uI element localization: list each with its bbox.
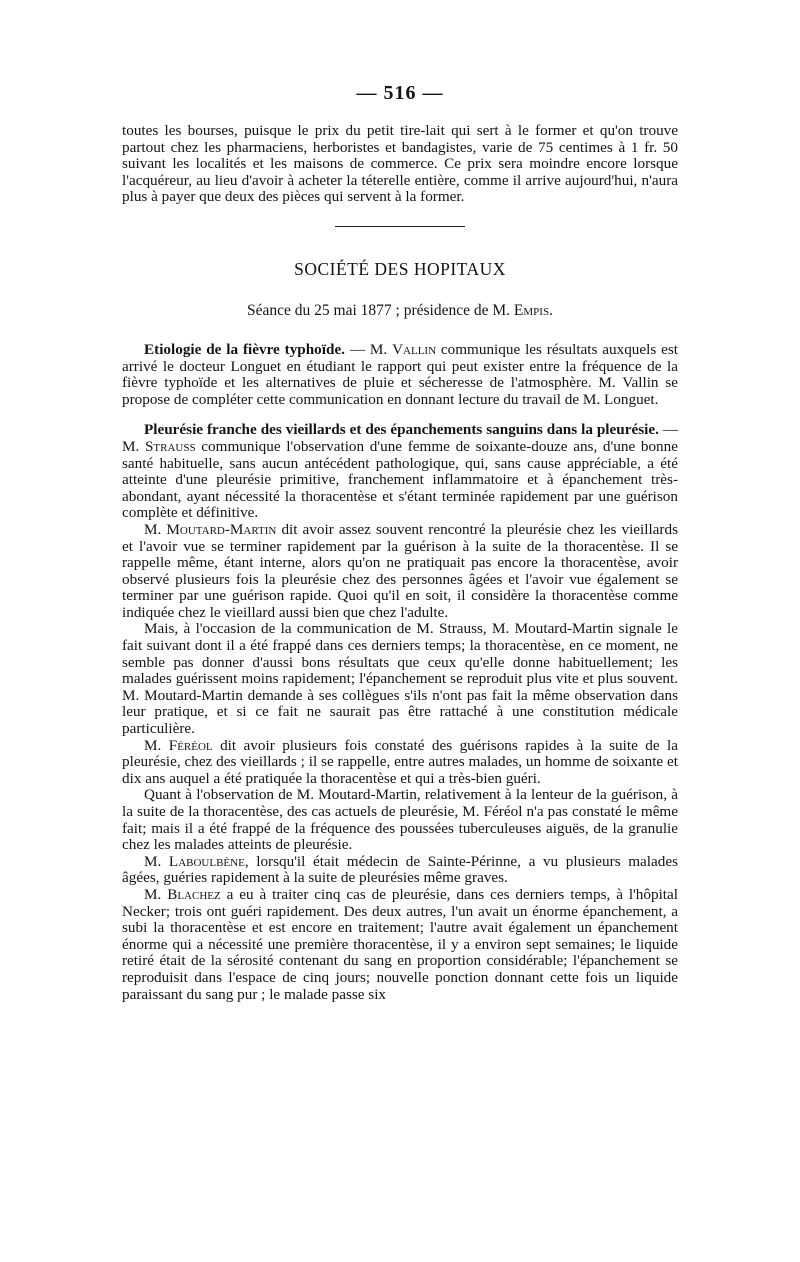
paragraph-laboulbene-speaker: Laboulbène xyxy=(168,852,245,870)
paragraph-fereol-speaker: Féréol xyxy=(168,736,213,754)
paragraph-blachez xyxy=(122,887,678,1003)
section-pleurisy-speaker: Strauss xyxy=(144,437,196,455)
page-number: — 516 — xyxy=(356,82,444,104)
paragraph-moutard-martin xyxy=(122,522,678,622)
paragraph-laboulbene-prefix: M. xyxy=(144,852,169,870)
paragraph-quant: Quant à l'observation de M. Moutard-Martin, relativement à la lenteur de la guérison, à la suite de la thoracentèse, des cas actuels de pleurésie, M. Féréol n'a pas constaté le même fait; mais il a été frappé de la fréquence des poussées tuberculeuses aiguës, de la granulie chez les malades atteints de pleurésie. xyxy=(122,786,678,854)
paragraph-moutard-text: dit avoir assez souvent rencontré la pleurésie chez les vieillards et l'avoir vue se terminer rapidement par la guérison à la suite de la thoracentèse. Il se rappelle même, étant interne, alors qu'on ne pratiquait pas encore la thoracentèse, avoir observé plusieurs fois la pleurésie chez des personnes âgées et l'avoir vue également se terminer par une guérison rapide. Quoi qu'il en soit, il considère la thoracentèse comme indiquée chez le vieillard aussi bien que chez l'adulte. xyxy=(122,520,678,621)
spacer xyxy=(122,408,678,422)
section-pleurisy-dash: — M. xyxy=(122,421,679,455)
section-typhoid-dash: — M. xyxy=(344,340,393,358)
section-pleurisy-text: communique l'observation d'une femme de soixante-douze ans, d'une bonne santé habituelle, sans aucun antécédent pathologique, qui, sans cause appréciable, a été atteinte d'une pleurésie primitive, franchement inflammatoire et à épanchement très-abondant, ayant nécessité la thoracentèse et s'étant terminée rapidement par une guérison complète et définitive. xyxy=(122,437,678,522)
paragraph-laboulbene xyxy=(122,854,678,887)
section-typhoid-heading: Etiologie de la fièvre typhoïde. xyxy=(144,340,345,358)
society-title: SOCIÉTÉ DES HOPITAUX xyxy=(294,258,506,279)
paragraph-mais: Mais, à l'occasion de la communication de M. Strauss, M. Moutard-Martin signale le fait suivant dont il a été frappé dans ces derniers temps; la thoracentèse, en ce moment, ne semble pas donner d'aussi bons résultats que ceux qu'elle donne habituellement; les malades guérissent moins rapidement; l'épanchement se reproduit plus vite et plus souvent. M. Moutard-Martin demande à ses collègues s'ils n'ont pas fait la même observation dans leur pratique, et si ce fait ne saurait pas être rattaché à une constitution médicale particulière. xyxy=(122,620,678,738)
section-typhoid xyxy=(122,342,678,408)
seance-line xyxy=(122,302,678,320)
paragraph-blachez-prefix: M. xyxy=(144,885,168,903)
seance-text: Séance du 25 mai 1877 ; présidence de M. xyxy=(247,301,514,319)
paragraph-blachez-text: a eu à traiter cinq cas de pleurésie, dans ces derniers temps, à l'hôpital Necker; trois ont guéri rapidement. Des deux autres, l'un avait un énorme épanchement, a subi la thoracentèse et est encore en traitement; l'autre avait également un épanchement énorme qui a nécessité une première thoracentèse, il y a environ sept semaines; le liquide retiré était de la sérosité contenant du sang en proportion considérable; l'épanchement se reproduisit dans l'espace de cinq jours; nouvelle ponction donnant cette fois un liquide paraissant du sang pur ; le malade passe six xyxy=(122,885,678,1003)
section-typhoid-speaker: Vallin xyxy=(392,340,437,358)
paragraph-laboulbene-text: , lorsqu'il était médecin de Sainte-Périnne, a vu plusieurs malades âgées, guéries rapidement à la suite de pleurésies même graves. xyxy=(122,852,678,887)
paragraph-fereol-text: dit avoir plusieurs fois constaté des guérisons rapides à la suite de la pleurésie, chez des vieillards ; il se rappelle, entre autres malades, un homme de soixante et dix ans auquel a été pratiquée la thoracentèse et qui a très-bien guéri. xyxy=(122,736,678,787)
paragraph-fereol xyxy=(122,738,678,788)
section-typhoid-text: communique les résultats auxquels est arrivé le docteur Longuet en étudiant le rapport qui peut exister entre la fréquence de la fièvre typhoïde et les alternatives de pluie et sécheresse de l'atmosphère. M. Vallin se propose de compléter cette communication en donnant lecture du travail de M. Longuet. xyxy=(122,340,679,408)
paragraph-fereol-prefix: M. xyxy=(144,736,169,754)
opening-paragraph: toutes les bourses, puisque le prix du petit tire-lait qui sert à le former et qu'on trouve partout chez les pharmaciens, herboristes et bandagistes, varie de 75 centimes à 1 fr. 50 suivant les localités et les maisons de commerce. Ce prix sera moindre encore lorsque l'acquéreur, au lieu d'avoir à acheter la téterelle entière, comme il arrive aujourd'hui, n'aura plus à payer que deux des pièces qui servent à la former. xyxy=(122,122,678,206)
seance-president: Empis xyxy=(513,301,550,319)
document-page xyxy=(122,82,678,1003)
section-pleurisy xyxy=(122,422,678,522)
paragraph-moutard-prefix: M. xyxy=(144,520,167,538)
paragraph-blachez-speaker: Blachez xyxy=(167,885,221,903)
section-divider xyxy=(335,226,465,227)
seance-end: . xyxy=(549,301,553,319)
section-pleurisy-heading: Pleurésie franche des vieillards et des épanchements sanguins dans la pleurésie. xyxy=(144,421,659,439)
paragraph-moutard-speaker: Moutard-Martin xyxy=(166,520,277,538)
